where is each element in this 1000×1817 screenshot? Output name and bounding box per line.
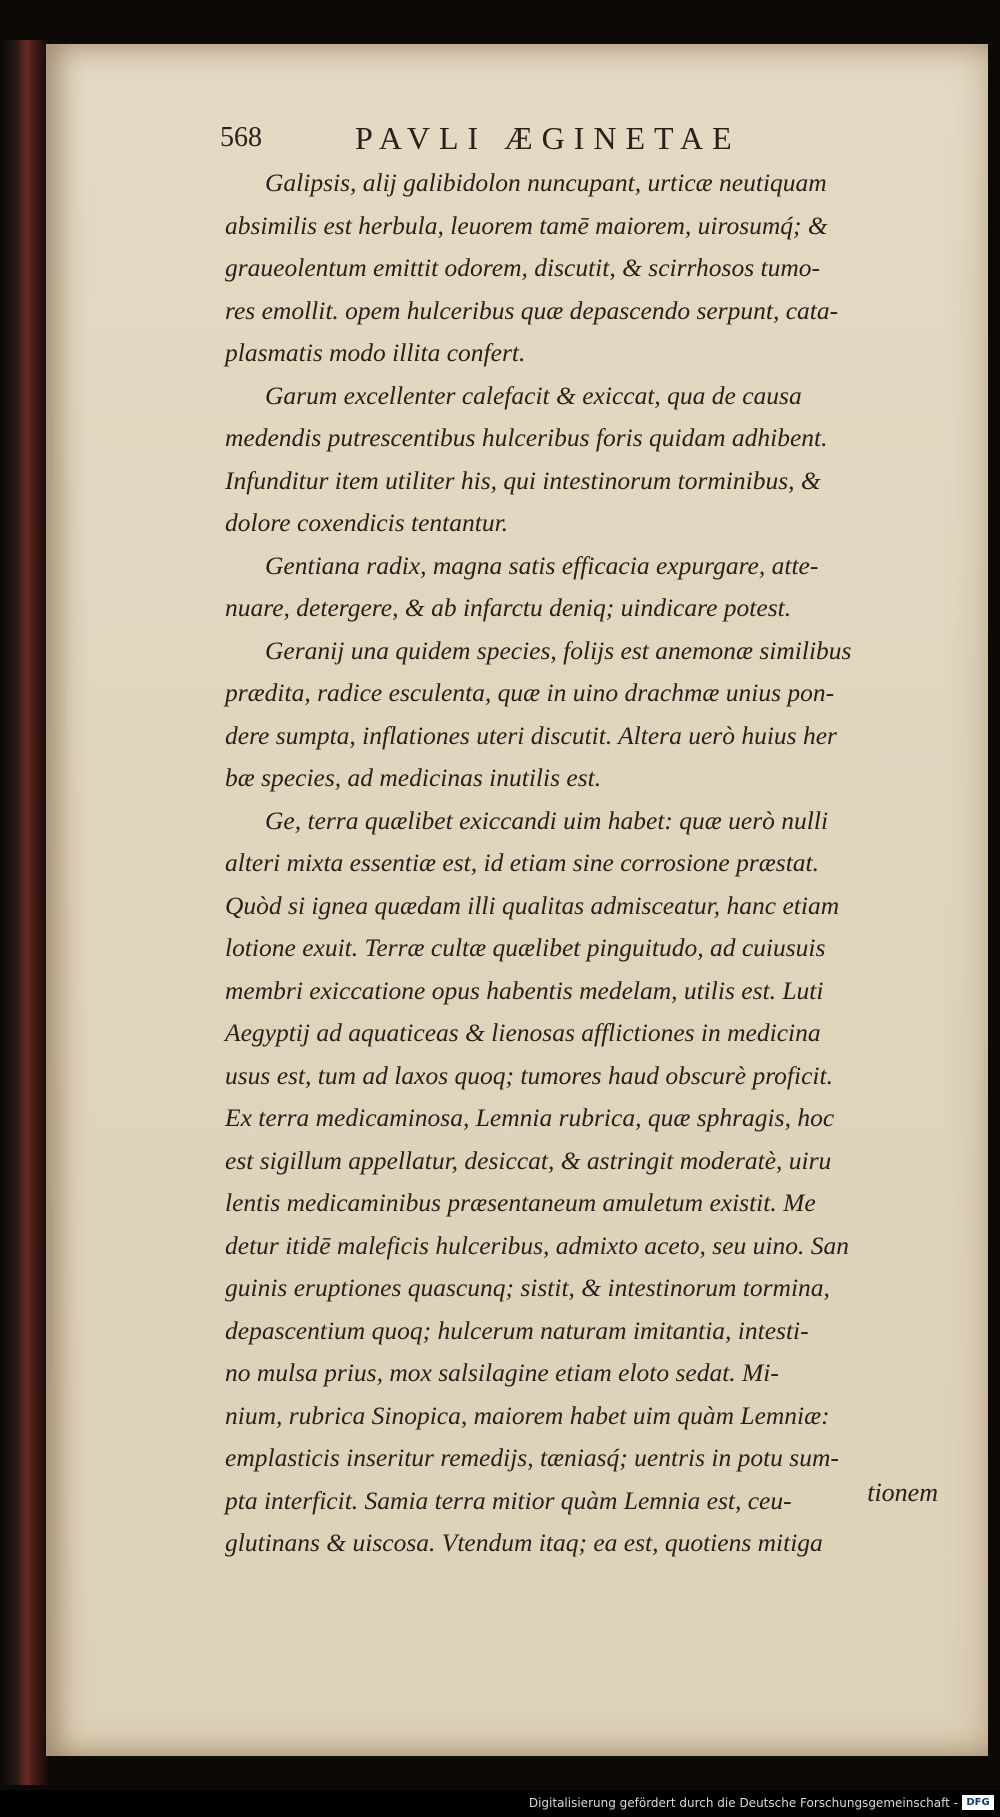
text-line: glutinans & uiscosa. Vtendum itaq; ea est, quotiens mitiga bbox=[225, 1528, 823, 1557]
text-line: membri exiccatione opus habentis medelam, utilis est. Luti bbox=[225, 975, 824, 1005]
running-head: PAVLI ÆGINETAE bbox=[355, 120, 741, 156]
text-line: no mulsa prius, mox salsilagine etiam eloto sedat. Mi- bbox=[225, 1358, 779, 1387]
text-line: lotione exuit. Terræ cultæ quælibet pinguitudo, ad cuiusuis bbox=[225, 933, 826, 962]
text-line: pta interficit. Samia terra mitior quàm Lemnia est, ceu- bbox=[225, 1485, 792, 1515]
text-line: Quòd si ignea quædam illi qualitas admisceatur, hanc etiam bbox=[225, 890, 840, 920]
text-line: dolore coxendicis tentantur. bbox=[225, 508, 509, 537]
text-line: lentis medicaminibus præsentaneum amuletum existit. Me bbox=[225, 1188, 816, 1217]
text-line: Galipsis, alij galibidolon nuncupant, urticæ neutiquam bbox=[265, 168, 827, 197]
text-line: graueolentum emittit odorem, discutit, & scirrhosos tumo- bbox=[225, 253, 820, 282]
dfg-logo: DFG bbox=[962, 1795, 994, 1810]
page-number: 568 bbox=[220, 122, 262, 153]
text-line: depascentium quoq; hulcerum naturam imitantia, intesti- bbox=[225, 1315, 809, 1345]
body-text bbox=[225, 162, 937, 1565]
text-line: est sigillum appellatur, desiccat, & astringit moderatè, uiru bbox=[225, 1145, 832, 1175]
text-line: usus est, tum ad laxos quoq; tumores haud obscurè proficit. bbox=[225, 1060, 833, 1090]
text-line: Ex terra medicaminosa, Lemnia rubrica, quæ sphragis, hoc bbox=[225, 1103, 835, 1132]
catchword: tionem bbox=[867, 1478, 938, 1507]
text-line: Gentiana radix, magna satis efficacia expurgare, atte- bbox=[265, 550, 819, 580]
text-line: Aegyptij ad aquaticeas & lienosas afflictiones in medicina bbox=[225, 1018, 821, 1047]
text-line: medendis putrescentibus hulceribus foris quidam adhibent. bbox=[225, 423, 828, 452]
digitization-note: Digitalisierung gefördert durch die Deutsche Forschungsgemeinschaft - bbox=[528, 1796, 958, 1810]
text-line: prædita, radice esculenta, quæ in uino drachmæ unius pon- bbox=[225, 678, 835, 707]
text-line: Infunditur item utiliter his, qui intestinorum torminibus, & bbox=[225, 465, 821, 495]
text-line: plasmatis modo illita confert. bbox=[225, 338, 526, 367]
text-line: absimilis est herbula, leuorem tamē maiorem, uirosumq́; & bbox=[225, 210, 828, 240]
text-line: res emollit. opem hulceribus quæ depascendo serpunt, cata- bbox=[225, 295, 839, 325]
text-line: detur itidē maleficis hulceribus, admixto aceto, seu uino. San bbox=[225, 1230, 849, 1260]
page-header bbox=[220, 122, 960, 162]
text-line: alteri mixta essentiæ est, id etiam sine corrosione præstat. bbox=[225, 848, 820, 877]
text-line: emplasticis inseritur remedijs, tæniasq́; uentris in potu sum- bbox=[225, 1443, 839, 1472]
book-binding-edge bbox=[0, 40, 48, 1785]
text-line: bæ species, ad medicinas inutilis est. bbox=[225, 763, 602, 792]
text-line: nuare, detergere, & ab infarctu deniq; uindicare potest. bbox=[225, 593, 792, 622]
text-line: guinis eruptiones quascunq; sistit, & intestinorum tormina, bbox=[225, 1273, 830, 1302]
text-line: Geranij una quidem species, folijs est anemonæ similibus bbox=[265, 635, 852, 665]
text-line: nium, rubrica Sinopica, maiorem habet uim quàm Lemniæ: bbox=[225, 1400, 830, 1430]
text-line: Garum excellenter calefacit & exiccat, qua de causa bbox=[265, 380, 802, 410]
text-line: dere sumpta, inflationes uteri discutit. Altera uerò huius her bbox=[225, 720, 837, 750]
text-line: Ge, terra quælibet exiccandi uim habet: quæ uerò nulli bbox=[265, 805, 829, 835]
